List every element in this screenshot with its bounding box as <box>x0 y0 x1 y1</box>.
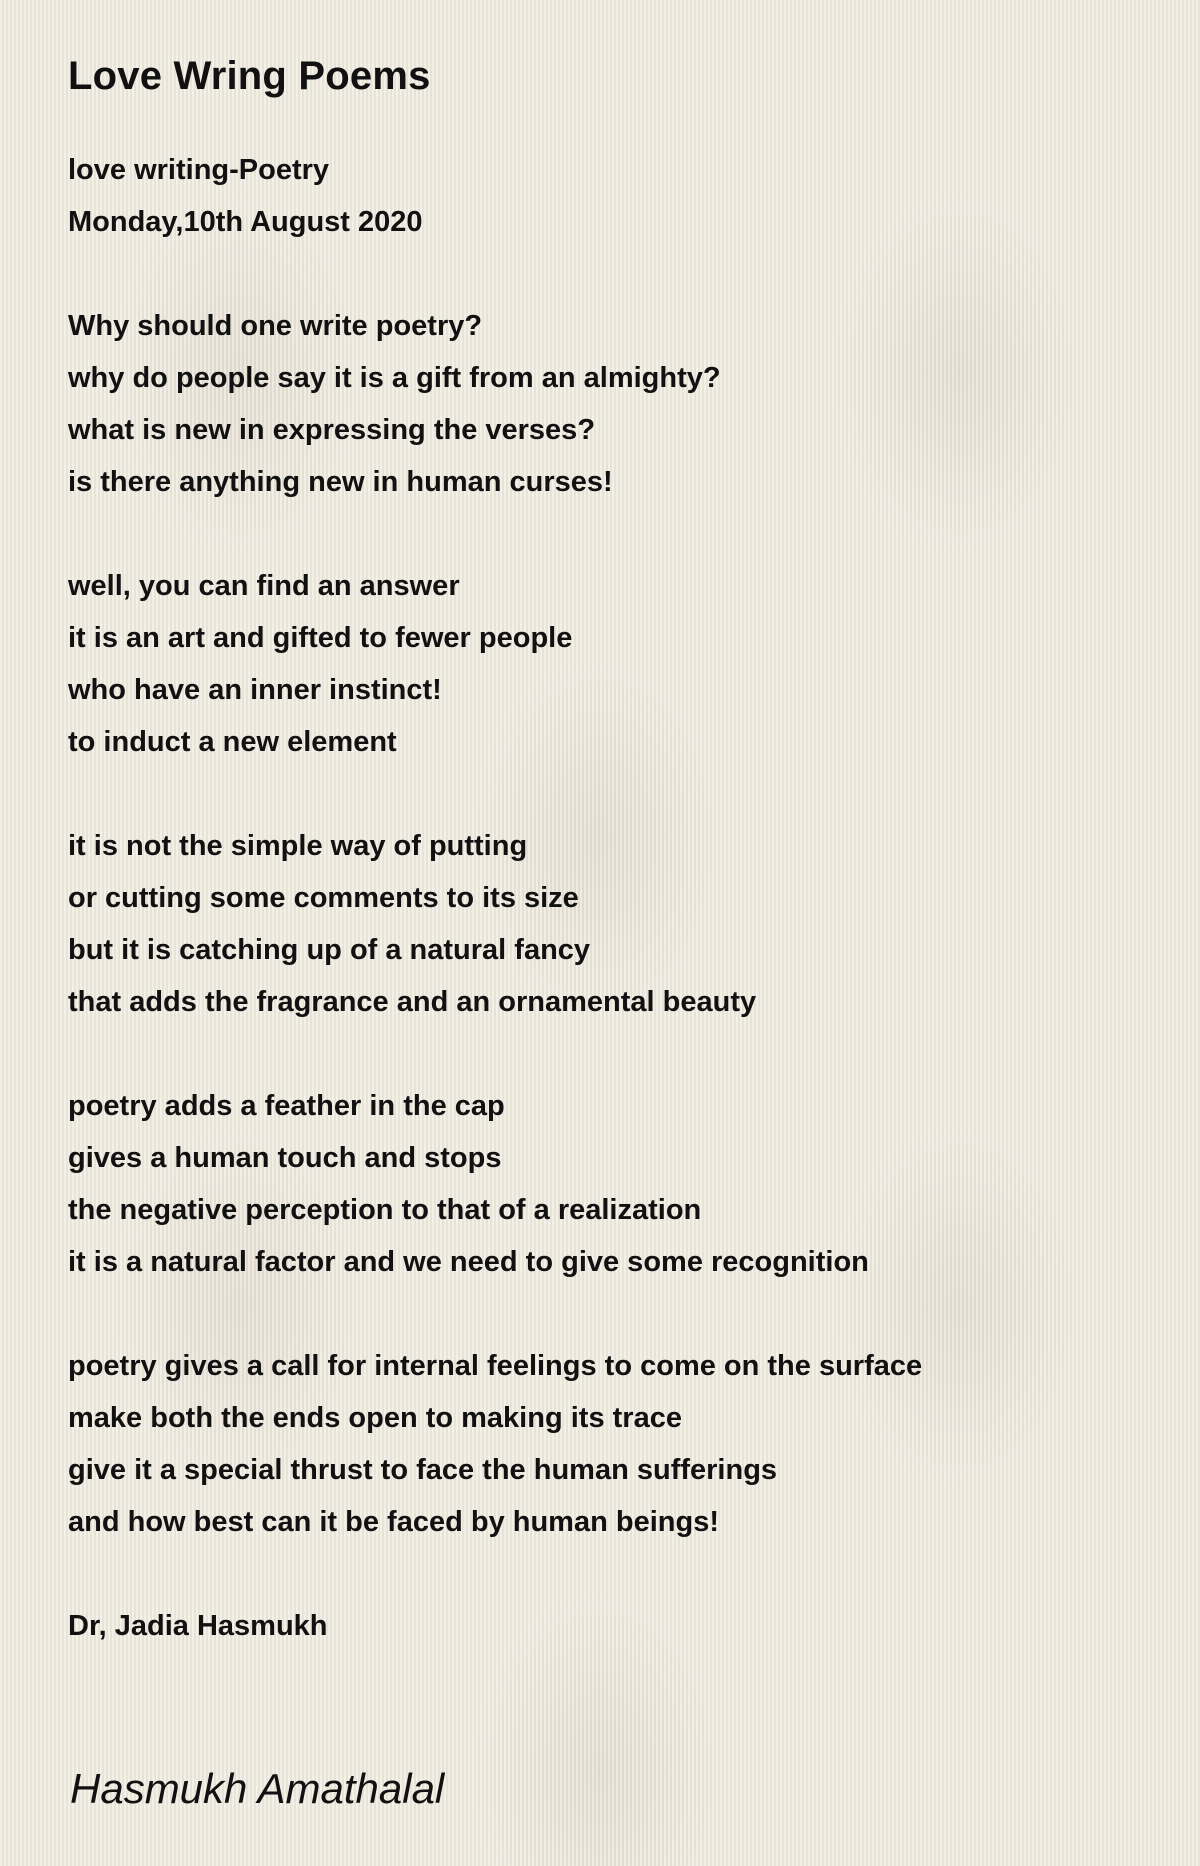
poem-line: it is an art and gifted to fewer people <box>68 622 573 654</box>
poem-line: the negative perception to that of a realization <box>68 1194 702 1226</box>
stanza-3 <box>68 820 1148 1028</box>
poem-line: who have an inner instinct! <box>68 674 442 706</box>
poem-line: Why should one write poetry? <box>68 310 483 342</box>
poem-line: poetry adds a feather in the cap <box>68 1090 505 1122</box>
stanza-4 <box>68 1080 1148 1288</box>
poem-title: Love Wring Poems <box>68 54 431 98</box>
poem-line: but it is catching up of a natural fancy <box>68 934 591 966</box>
poem-line: what is new in expressing the verses? <box>68 414 596 446</box>
stanza-gap <box>68 768 1148 820</box>
poem-line: well, you can find an answer <box>68 570 460 602</box>
poem-header-line: love writing-Poetry <box>68 154 330 186</box>
poem-line: gives a human touch and stops <box>68 1142 502 1174</box>
poem-line: or cutting some comments to its size <box>68 882 579 914</box>
poem-line: give it a special thrust to face the human sufferings <box>68 1454 778 1486</box>
poem-closing-line: Dr, Jadia Hasmukh <box>68 1610 328 1642</box>
poem-line: to induct a new element <box>68 726 397 758</box>
poem-line: that adds the fragrance and an ornamental beauty <box>68 986 757 1018</box>
author-signature: Hasmukh Amathalal <box>70 1765 445 1812</box>
stanza-gap <box>68 508 1148 560</box>
poem-container <box>68 52 1148 1652</box>
poem-line: is there anything new in human curses! <box>68 466 613 498</box>
stanza-5 <box>68 1340 1148 1548</box>
poem-line: make both the ends open to making its trace <box>68 1402 682 1434</box>
poem-line: it is not the simple way of putting <box>68 830 528 862</box>
poem-line: why do people say it is a gift from an almighty? <box>68 362 721 394</box>
poem-line: poetry gives a call for internal feelings to come on the surface <box>68 1350 923 1382</box>
stanza-gap <box>68 1028 1148 1080</box>
stanza-2 <box>68 560 1148 768</box>
poem-body <box>68 144 1148 1652</box>
stanza-gap <box>68 1288 1148 1340</box>
stanza-1 <box>68 300 1148 508</box>
poem-date-line: Monday,10th August 2020 <box>68 206 423 238</box>
poem-line: it is a natural factor and we need to give some recognition <box>68 1246 869 1278</box>
poem-line: and how best can it be faced by human beings! <box>68 1506 719 1538</box>
stanza-gap <box>68 248 1148 300</box>
stanza-gap <box>68 1548 1148 1600</box>
